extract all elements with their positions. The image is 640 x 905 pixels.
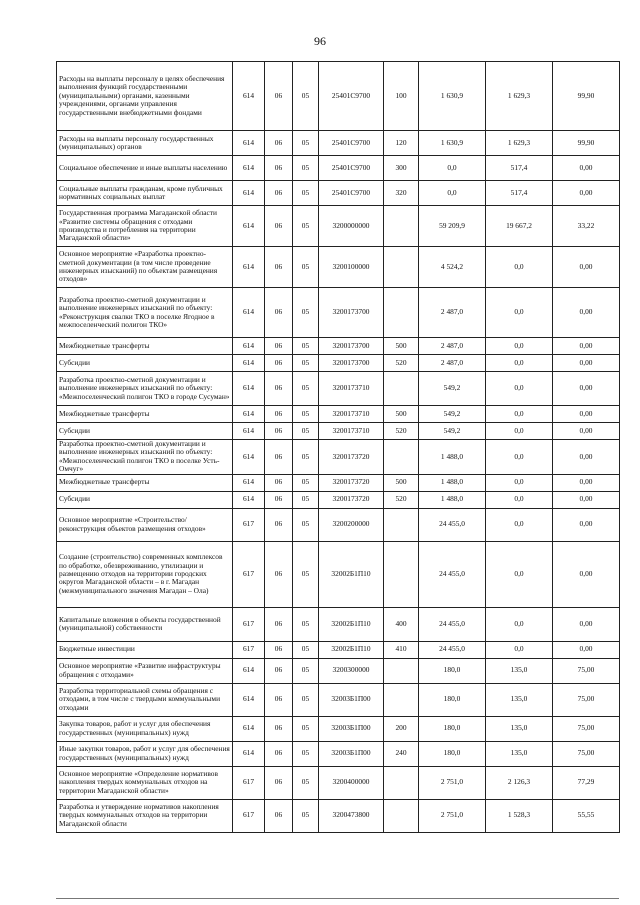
- expense-type-code: [384, 206, 419, 247]
- planned-sum: 24 455,0: [419, 541, 486, 607]
- target-article-code: 25401С9700: [319, 131, 384, 156]
- execution-percent: 0,00: [553, 355, 620, 372]
- razdel-code: 06: [265, 62, 293, 131]
- table-row: [57, 474, 620, 491]
- execution-percent: 0,00: [553, 641, 620, 658]
- execution-percent: 75,00: [553, 741, 620, 766]
- row-name: Межбюджетные трансферты: [57, 338, 233, 355]
- podrazdel-code: 05: [293, 741, 319, 766]
- target-article-code: 3200200000: [319, 508, 384, 541]
- razdel-code: 06: [265, 508, 293, 541]
- planned-sum: 1 488,0: [419, 474, 486, 491]
- planned-sum: 1 630,9: [419, 131, 486, 156]
- vedomstvo-code: 617: [233, 508, 265, 541]
- vedomstvo-code: 614: [233, 716, 265, 741]
- executed-sum: 0,0: [486, 372, 553, 406]
- row-name: Разработка территориальной схемы обращения с отходами, в том числе с твердыми коммунальными отходами: [57, 683, 233, 716]
- table-row: [57, 799, 620, 832]
- expense-type-code: 200: [384, 716, 419, 741]
- razdel-code: 06: [265, 131, 293, 156]
- vedomstvo-code: 614: [233, 131, 265, 156]
- executed-sum: 0,0: [486, 288, 553, 338]
- planned-sum: 4 524,2: [419, 247, 486, 288]
- podrazdel-code: 05: [293, 423, 319, 440]
- execution-percent: 0,00: [553, 508, 620, 541]
- target-article-code: 3200173720: [319, 491, 384, 508]
- planned-sum: 180,0: [419, 658, 486, 683]
- target-article-code: 3200473800: [319, 799, 384, 832]
- execution-percent: 0,00: [553, 338, 620, 355]
- vedomstvo-code: 614: [233, 247, 265, 288]
- planned-sum: 549,2: [419, 406, 486, 423]
- vedomstvo-code: 614: [233, 423, 265, 440]
- row-name: Разработка проектно-сметной документации и выполнение инженерных изысканий по объекту: «Межпоселенческий полигон ТКО в поселке Усть-Омчуг»: [57, 440, 233, 475]
- expense-type-code: 400: [384, 607, 419, 641]
- razdel-code: 06: [265, 766, 293, 799]
- vedomstvo-code: 614: [233, 683, 265, 716]
- executed-sum: 0,0: [486, 508, 553, 541]
- execution-percent: 0,00: [553, 181, 620, 206]
- target-article-code: 32003Б1П00: [319, 683, 384, 716]
- razdel-code: 06: [265, 372, 293, 406]
- vedomstvo-code: 614: [233, 741, 265, 766]
- target-article-code: 3200173700: [319, 288, 384, 338]
- target-article-code: 3200300000: [319, 658, 384, 683]
- row-name: Основное мероприятие «Развитие инфраструктуры обращения с отходами»: [57, 658, 233, 683]
- expense-type-code: [384, 440, 419, 475]
- podrazdel-code: 05: [293, 355, 319, 372]
- planned-sum: 549,2: [419, 423, 486, 440]
- row-name: Разработка и утверждение нормативов накопления твердых коммунальных отходов на территории Магаданской области: [57, 799, 233, 832]
- table-row: [57, 766, 620, 799]
- row-name: Расходы на выплаты персоналу в целях обеспечения выполнения функций государственными (муниципальными) органами, казенными учреждениями, органами управления государственными внебюджетными фондами: [57, 62, 233, 131]
- row-name: Межбюджетные трансферты: [57, 406, 233, 423]
- vedomstvo-code: 617: [233, 541, 265, 607]
- razdel-code: 06: [265, 247, 293, 288]
- vedomstvo-code: 614: [233, 355, 265, 372]
- razdel-code: 06: [265, 206, 293, 247]
- podrazdel-code: 05: [293, 440, 319, 475]
- target-article-code: 3200400000: [319, 766, 384, 799]
- execution-percent: 0,00: [553, 440, 620, 475]
- executed-sum: 0,0: [486, 474, 553, 491]
- podrazdel-code: 05: [293, 372, 319, 406]
- row-name: Основное мероприятие «Строительство/реконструкция объектов размещения отходов»: [57, 508, 233, 541]
- podrazdel-code: 05: [293, 541, 319, 607]
- vedomstvo-code: 614: [233, 406, 265, 423]
- executed-sum: 0,0: [486, 423, 553, 440]
- row-name: Разработка проектно-сметной документации и выполнение инженерных изысканий по объекту: «Межпоселенческий полигон ТКО в городе Сусуман»: [57, 372, 233, 406]
- execution-percent: 0,00: [553, 491, 620, 508]
- expense-type-code: 240: [384, 741, 419, 766]
- execution-percent: 77,29: [553, 766, 620, 799]
- executed-sum: 19 667,2: [486, 206, 553, 247]
- target-article-code: 25401С9700: [319, 156, 384, 181]
- podrazdel-code: 05: [293, 607, 319, 641]
- expense-type-code: 410: [384, 641, 419, 658]
- execution-percent: 0,00: [553, 423, 620, 440]
- vedomstvo-code: 617: [233, 766, 265, 799]
- executed-sum: 1 528,3: [486, 799, 553, 832]
- podrazdel-code: 05: [293, 288, 319, 338]
- target-article-code: 32002Б1П10: [319, 541, 384, 607]
- execution-percent: 99,90: [553, 131, 620, 156]
- planned-sum: 24 455,0: [419, 508, 486, 541]
- planned-sum: 180,0: [419, 716, 486, 741]
- executed-sum: 0,0: [486, 641, 553, 658]
- expense-type-code: 520: [384, 491, 419, 508]
- podrazdel-code: 05: [293, 716, 319, 741]
- executed-sum: 135,0: [486, 741, 553, 766]
- executed-sum: 0,0: [486, 607, 553, 641]
- row-name: Субсидии: [57, 355, 233, 372]
- execution-percent: 0,00: [553, 156, 620, 181]
- podrazdel-code: 05: [293, 247, 319, 288]
- execution-percent: 75,00: [553, 658, 620, 683]
- podrazdel-code: 05: [293, 474, 319, 491]
- razdel-code: 06: [265, 181, 293, 206]
- vedomstvo-code: 614: [233, 288, 265, 338]
- vedomstvo-code: 614: [233, 62, 265, 131]
- expense-type-code: 320: [384, 181, 419, 206]
- page-bottom-rule: [56, 898, 619, 899]
- table-row: [57, 355, 620, 372]
- planned-sum: 2 487,0: [419, 288, 486, 338]
- target-article-code: 25401С9700: [319, 181, 384, 206]
- row-name: Социальное обеспечение и иные выплаты населению: [57, 156, 233, 181]
- execution-percent: 55,55: [553, 799, 620, 832]
- razdel-code: 06: [265, 355, 293, 372]
- table-row: [57, 372, 620, 406]
- execution-percent: 0,00: [553, 372, 620, 406]
- razdel-code: 06: [265, 423, 293, 440]
- table-row: [57, 406, 620, 423]
- target-article-code: 3200173700: [319, 338, 384, 355]
- razdel-code: 06: [265, 741, 293, 766]
- razdel-code: 06: [265, 658, 293, 683]
- row-name: Субсидии: [57, 491, 233, 508]
- row-name: Расходы на выплаты персоналу государственных (муниципальных) органов: [57, 131, 233, 156]
- podrazdel-code: 05: [293, 131, 319, 156]
- podrazdel-code: 05: [293, 338, 319, 355]
- table-row: [57, 658, 620, 683]
- planned-sum: 180,0: [419, 683, 486, 716]
- podrazdel-code: 05: [293, 799, 319, 832]
- planned-sum: 59 209,9: [419, 206, 486, 247]
- vedomstvo-code: 614: [233, 156, 265, 181]
- budget-table-body: [57, 62, 620, 833]
- razdel-code: 06: [265, 288, 293, 338]
- row-name: Разработка проектно-сметной документации и выполнение инженерных изысканий по объекту: «Реконструкция свалки ТКО в поселке Ягодное в межпоселенческий полигон ТКО»: [57, 288, 233, 338]
- table-row: [57, 181, 620, 206]
- vedomstvo-code: 614: [233, 181, 265, 206]
- podrazdel-code: 05: [293, 491, 319, 508]
- expense-type-code: [384, 541, 419, 607]
- executed-sum: 1 629,3: [486, 131, 553, 156]
- razdel-code: 06: [265, 641, 293, 658]
- expense-type-code: 100: [384, 62, 419, 131]
- podrazdel-code: 05: [293, 683, 319, 716]
- vedomstvo-code: 614: [233, 206, 265, 247]
- target-article-code: 3200173710: [319, 423, 384, 440]
- planned-sum: 0,0: [419, 181, 486, 206]
- execution-percent: 0,00: [553, 288, 620, 338]
- razdel-code: 06: [265, 491, 293, 508]
- executed-sum: 0,0: [486, 440, 553, 475]
- target-article-code: 32002Б1П10: [319, 607, 384, 641]
- vedomstvo-code: 617: [233, 799, 265, 832]
- target-article-code: 3200173720: [319, 474, 384, 491]
- table-row: [57, 338, 620, 355]
- razdel-code: 06: [265, 799, 293, 832]
- executed-sum: 0,0: [486, 355, 553, 372]
- target-article-code: 3200173710: [319, 406, 384, 423]
- executed-sum: 517,4: [486, 181, 553, 206]
- vedomstvo-code: 617: [233, 641, 265, 658]
- expense-type-code: [384, 247, 419, 288]
- table-row: [57, 508, 620, 541]
- execution-percent: 75,00: [553, 683, 620, 716]
- row-name: Социальные выплаты гражданам, кроме публичных нормативных социальных выплат: [57, 181, 233, 206]
- execution-percent: 0,00: [553, 406, 620, 423]
- expense-type-code: [384, 508, 419, 541]
- target-article-code: 32003Б1П00: [319, 741, 384, 766]
- razdel-code: 06: [265, 440, 293, 475]
- row-name: Межбюджетные трансферты: [57, 474, 233, 491]
- executed-sum: 0,0: [486, 338, 553, 355]
- target-article-code: 3200173720: [319, 440, 384, 475]
- table-row: [57, 288, 620, 338]
- podrazdel-code: 05: [293, 641, 319, 658]
- execution-percent: 75,00: [553, 716, 620, 741]
- table-row: [57, 206, 620, 247]
- execution-percent: 99,90: [553, 62, 620, 131]
- target-article-code: 3200173710: [319, 372, 384, 406]
- target-article-code: 25401С9700: [319, 62, 384, 131]
- row-name: Основное мероприятие «Определение нормативов накопления твердых коммунальных отходов на территории Магаданской области»: [57, 766, 233, 799]
- expense-type-code: [384, 658, 419, 683]
- target-article-code: 3200100000: [319, 247, 384, 288]
- table-row: [57, 131, 620, 156]
- expense-type-code: 500: [384, 474, 419, 491]
- vedomstvo-code: 614: [233, 372, 265, 406]
- podrazdel-code: 05: [293, 181, 319, 206]
- executed-sum: 135,0: [486, 658, 553, 683]
- razdel-code: 06: [265, 474, 293, 491]
- podrazdel-code: 05: [293, 406, 319, 423]
- expense-type-code: [384, 799, 419, 832]
- expense-type-code: 520: [384, 355, 419, 372]
- table-row: [57, 156, 620, 181]
- table-row: [57, 641, 620, 658]
- vedomstvo-code: 617: [233, 607, 265, 641]
- table-row: [57, 491, 620, 508]
- execution-percent: 0,00: [553, 474, 620, 491]
- executed-sum: 135,0: [486, 716, 553, 741]
- table-row: [57, 62, 620, 131]
- expense-type-code: 120: [384, 131, 419, 156]
- table-row: [57, 716, 620, 741]
- podrazdel-code: 05: [293, 206, 319, 247]
- planned-sum: 0,0: [419, 156, 486, 181]
- vedomstvo-code: 614: [233, 658, 265, 683]
- expense-type-code: [384, 288, 419, 338]
- expense-type-code: 520: [384, 423, 419, 440]
- expense-type-code: [384, 766, 419, 799]
- planned-sum: 2 487,0: [419, 355, 486, 372]
- podrazdel-code: 05: [293, 156, 319, 181]
- expense-type-code: 300: [384, 156, 419, 181]
- row-name: Капитальные вложения в объекты государственной (муниципальной) собственности: [57, 607, 233, 641]
- podrazdel-code: 05: [293, 508, 319, 541]
- razdel-code: 06: [265, 406, 293, 423]
- execution-percent: 33,22: [553, 206, 620, 247]
- planned-sum: 1 630,9: [419, 62, 486, 131]
- planned-sum: 2 487,0: [419, 338, 486, 355]
- execution-percent: 0,00: [553, 541, 620, 607]
- row-name: Создание (строительство) современных комплексов по обработке, обезвреживанию, утилизации и размещению отходов на территории городских округов Магаданской области – в г. Магадан (межмуниципального значения Магадан – Ола): [57, 541, 233, 607]
- planned-sum: 2 751,0: [419, 766, 486, 799]
- planned-sum: 2 751,0: [419, 799, 486, 832]
- target-article-code: 32003Б1П00: [319, 716, 384, 741]
- planned-sum: 180,0: [419, 741, 486, 766]
- vedomstvo-code: 614: [233, 440, 265, 475]
- budget-table: [56, 61, 620, 833]
- planned-sum: 24 455,0: [419, 607, 486, 641]
- razdel-code: 06: [265, 683, 293, 716]
- planned-sum: 1 488,0: [419, 440, 486, 475]
- vedomstvo-code: 614: [233, 338, 265, 355]
- target-article-code: 32002Б1П10: [319, 641, 384, 658]
- planned-sum: 24 455,0: [419, 641, 486, 658]
- expense-type-code: 500: [384, 338, 419, 355]
- row-name: Иные закупки товаров, работ и услуг для обеспечения государственных (муниципальных) нужд: [57, 741, 233, 766]
- razdel-code: 06: [265, 156, 293, 181]
- table-row: [57, 607, 620, 641]
- podrazdel-code: 05: [293, 766, 319, 799]
- planned-sum: 1 488,0: [419, 491, 486, 508]
- execution-percent: 0,00: [553, 607, 620, 641]
- executed-sum: 517,4: [486, 156, 553, 181]
- executed-sum: 2 126,3: [486, 766, 553, 799]
- expense-type-code: [384, 683, 419, 716]
- executed-sum: 0,0: [486, 491, 553, 508]
- table-row: [57, 440, 620, 475]
- vedomstvo-code: 614: [233, 474, 265, 491]
- executed-sum: 1 629,3: [486, 62, 553, 131]
- table-row: [57, 423, 620, 440]
- executed-sum: 0,0: [486, 541, 553, 607]
- razdel-code: 06: [265, 541, 293, 607]
- row-name: Государственная программа Магаданской области «Развитие системы обращения с отходами производства и потребления на территории Магаданской области»: [57, 206, 233, 247]
- page-number: 96: [314, 34, 326, 48]
- podrazdel-code: 05: [293, 658, 319, 683]
- planned-sum: 549,2: [419, 372, 486, 406]
- table-row: [57, 741, 620, 766]
- podrazdel-code: 05: [293, 62, 319, 131]
- row-name: Основное мероприятие «Разработка проектно-сметной документации (в том числе проведение инженерных изысканий) по объектам размещения отходов»: [57, 247, 233, 288]
- razdel-code: 06: [265, 338, 293, 355]
- row-name: Бюджетные инвестиции: [57, 641, 233, 658]
- razdel-code: 06: [265, 607, 293, 641]
- executed-sum: 0,0: [486, 406, 553, 423]
- table-row: [57, 247, 620, 288]
- vedomstvo-code: 614: [233, 491, 265, 508]
- razdel-code: 06: [265, 716, 293, 741]
- executed-sum: 0,0: [486, 247, 553, 288]
- table-row: [57, 541, 620, 607]
- target-article-code: 3200000000: [319, 206, 384, 247]
- executed-sum: 135,0: [486, 683, 553, 716]
- expense-type-code: 500: [384, 406, 419, 423]
- expense-type-code: [384, 372, 419, 406]
- table-row: [57, 683, 620, 716]
- row-name: Субсидии: [57, 423, 233, 440]
- row-name: Закупка товаров, работ и услуг для обеспечения государственных (муниципальных) нужд: [57, 716, 233, 741]
- target-article-code: 3200173700: [319, 355, 384, 372]
- execution-percent: 0,00: [553, 247, 620, 288]
